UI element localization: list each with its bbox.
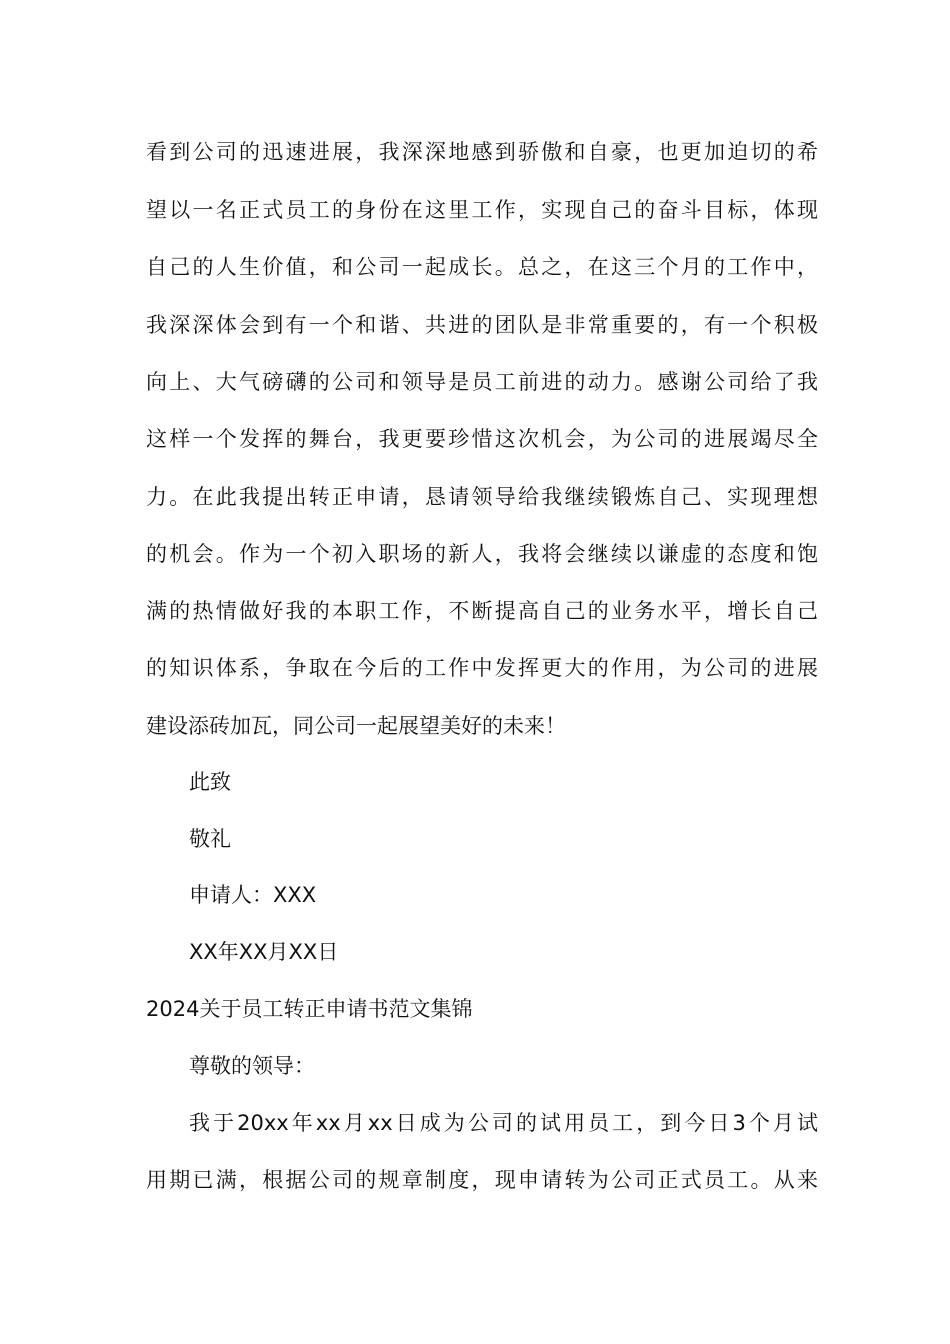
paragraph-line: 我于20xx年xx月xx日成为公司的试用员工，到今日3个月试 — [189, 1111, 818, 1135]
applicant-signature: 申请人：XXX — [189, 883, 317, 907]
paragraph-line: 望以一名正式员工的身份在这里工作，实现自己的奋斗目标，体现 — [146, 198, 818, 222]
paragraph-line: 的机会。作为一个初入职场的新人，我将会继续以谦虚的态度和饱 — [146, 542, 818, 566]
section-title: 2024关于员工转正申请书范文集锦 — [146, 997, 473, 1021]
letter-greeting: 尊敬的领导： — [189, 1054, 315, 1078]
paragraph-line: 自己的人生价值，和公司一起成长。总之，在这三个月的工作中， — [146, 255, 818, 279]
paragraph-line: 用期已满，根据公司的规章制度，现申请转为公司正式员工。从来 — [146, 1168, 818, 1192]
paragraph-line: 看到公司的迅速进展，我深深地感到骄傲和自豪，也更加迫切的希 — [146, 140, 818, 164]
paragraph-line: 满的热情做好我的本职工作，不断提高自己的业务水平，增长自己 — [146, 599, 818, 623]
closing-salutation: 此致 — [189, 770, 231, 794]
closing-regards: 敬礼 — [189, 827, 231, 851]
paragraph-line: 我深深体会到有一个和谐、共进的团队是非常重要的，有一个积极 — [146, 313, 818, 337]
paragraph-line: 力。在此我提出转正申请，恳请领导给我继续锻炼自己、实现理想 — [146, 485, 818, 509]
paragraph-line: 向上、大气磅礴的公司和领导是员工前进的动力。感谢公司给了我 — [146, 370, 818, 394]
paragraph-line: 建设添砖加瓦，同公司一起展望美好的未来！ — [146, 714, 566, 738]
letter-date: XX年XX月XX日 — [189, 940, 339, 964]
paragraph-line: 这样一个发挥的舞台，我更要珍惜这次机会，为公司的进展竭尽全 — [146, 427, 818, 451]
paragraph-line: 的知识体系，争取在今后的工作中发挥更大的作用，为公司的进展 — [146, 656, 818, 680]
